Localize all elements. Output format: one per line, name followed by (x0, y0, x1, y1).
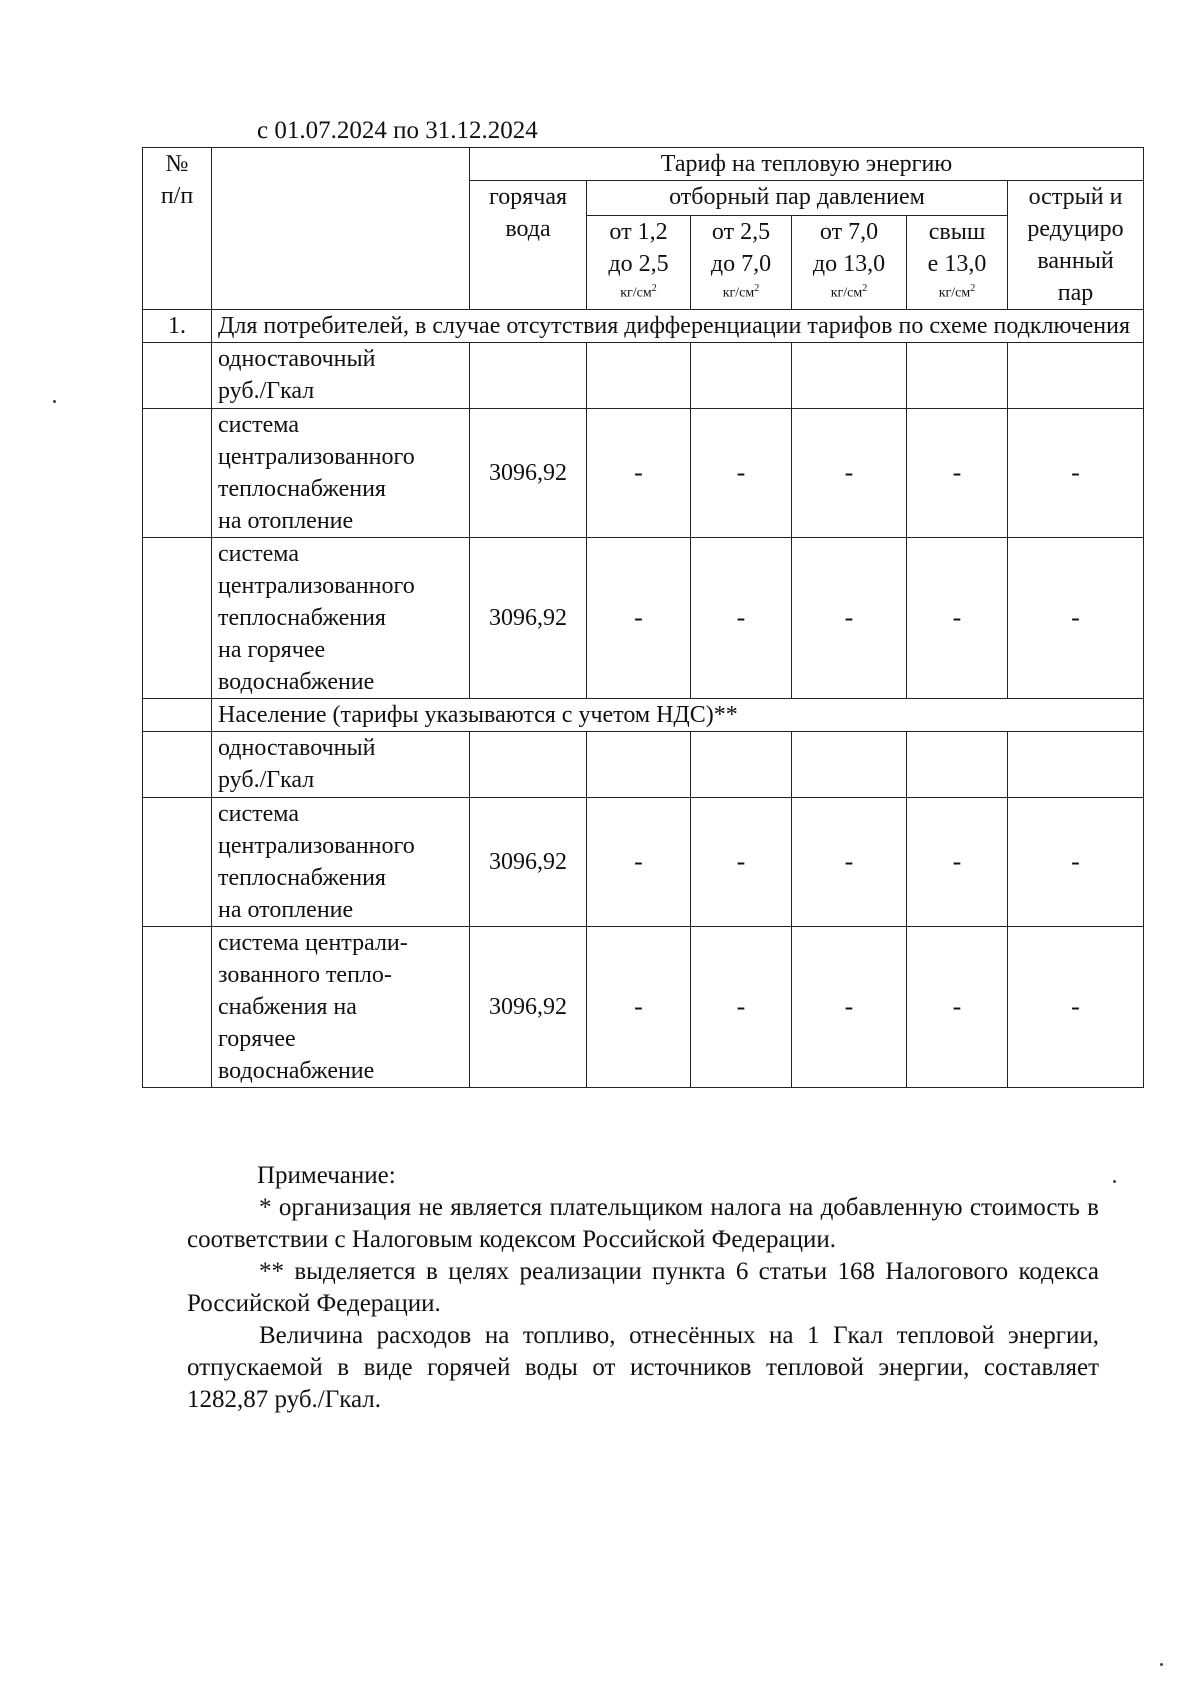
label-line: снабжения на (218, 994, 357, 1020)
dash-cell: - (1008, 538, 1144, 699)
label-line: теплоснабжения (218, 865, 386, 891)
value-cell: 3096,92 (470, 927, 587, 1088)
label-line: на отопление (218, 508, 354, 534)
label-line: на отопление (218, 897, 354, 923)
population-title: Население (тарифы указываются с учетом НДС)** (212, 699, 1144, 732)
empty-cell (1008, 732, 1144, 798)
label-line: зованного тепло- (218, 962, 392, 988)
dash-cell: - (587, 538, 691, 699)
dash-cell: - (587, 409, 691, 538)
header-pressure-4 (907, 216, 1008, 310)
dash-cell: - (691, 538, 792, 699)
dash-cell: - (792, 409, 907, 538)
p4-line2: е 13,0 (927, 251, 987, 278)
header-pressure-2 (691, 216, 792, 310)
dash-cell: - (1008, 927, 1144, 1088)
label-line: водоснабжение (218, 1058, 375, 1084)
section1-row (143, 310, 1144, 343)
empty-cell (143, 732, 212, 798)
value-cell: 3096,92 (470, 798, 587, 927)
label-line: одноставочный (218, 346, 376, 372)
p3-line2: до 13,0 (812, 251, 886, 278)
p4-unit: $кг/см^2$ (938, 283, 976, 301)
row-label (212, 927, 470, 1088)
p1-line2: до 2,5 (608, 251, 669, 278)
table-row (143, 927, 1144, 1088)
row-label (212, 798, 470, 927)
header-sharp-line3: ванный (1037, 248, 1114, 274)
p2-unit: $кг/см^2$ (722, 283, 760, 301)
dash-cell: - (792, 798, 907, 927)
tariff-table (142, 147, 1144, 1088)
label-line: система (218, 541, 299, 567)
header-num-cell (143, 148, 212, 310)
p1-line1: от 1,2 (609, 219, 668, 246)
label-line: централизованного (218, 833, 415, 859)
dash-cell: - (587, 798, 691, 927)
p1-unit: $кг/см^2$ (620, 283, 657, 301)
scan-speck (1113, 1180, 1116, 1183)
empty-cell (792, 732, 907, 798)
label-line: на горячее (218, 637, 326, 663)
dash-cell: - (1008, 409, 1144, 538)
label-line: руб./Гкал (218, 378, 315, 404)
dash-cell: - (907, 409, 1008, 538)
empty-cell (691, 732, 792, 798)
header-row-1 (143, 148, 1144, 181)
section1-title: Для потребителей, в случае отсутствия дифференциации тарифов по схеме подключения (212, 310, 1144, 343)
header-sharp-line1: острый и (1028, 184, 1123, 210)
header-sharp-line4: пар (1057, 280, 1094, 306)
header-sharp-line2: редуциро (1027, 216, 1124, 242)
empty-cell (470, 343, 587, 409)
empty-cell (907, 343, 1008, 409)
empty-cell (587, 343, 691, 409)
dash-cell: - (691, 927, 792, 1088)
dash-cell: - (792, 538, 907, 699)
dash-cell: - (587, 927, 691, 1088)
empty-cell (143, 409, 212, 538)
table-row (143, 343, 1144, 409)
note-1: * организация не является плательщиком налога на добавленную стоимость в соответствии с Налоговым кодексом Российской Федерации. (187, 1194, 1099, 1253)
header-hot-water-line1: горячая (488, 184, 568, 210)
empty-cell (470, 732, 587, 798)
empty-cell (143, 343, 212, 409)
row-label (212, 343, 470, 409)
dash-cell: - (691, 798, 792, 927)
dash-cell: - (907, 798, 1008, 927)
label-line: водоснабжение (218, 669, 375, 695)
label-line: централизованного (218, 444, 415, 470)
header-num2: п/п (160, 183, 194, 209)
empty-cell (587, 732, 691, 798)
header-hot-water (470, 181, 587, 310)
row-label (212, 538, 470, 699)
notes-title: Примечание: (257, 1162, 396, 1189)
population-row (143, 699, 1144, 732)
label-line: система (218, 412, 299, 438)
header-empty-cell (212, 148, 470, 310)
header-hot-water-line2: вода (505, 216, 551, 242)
empty-cell (143, 798, 212, 927)
dash-cell: - (792, 927, 907, 1088)
empty-cell (792, 343, 907, 409)
value-cell: 3096,92 (470, 409, 587, 538)
empty-cell (1008, 343, 1144, 409)
p2-line2: до 7,0 (710, 251, 772, 278)
dash-cell: - (691, 409, 792, 538)
empty-cell (143, 699, 212, 732)
table-row (143, 732, 1144, 798)
label-line: теплоснабжения (218, 476, 386, 502)
table-row (143, 538, 1144, 699)
note-2: ** выделяется в целях реализации пункта 6 статьи 168 Налогового кодекса Российской Федерации. (187, 1258, 1099, 1317)
label-line: горячее (218, 1026, 296, 1052)
row-label (212, 732, 470, 798)
label-line: централизованного (218, 573, 415, 599)
p4-line1: свыш (928, 219, 986, 246)
note-3: Величина расходов на топливо, отнесённых на 1 Гкал тепловой энергии, отпускаемой в виде горячей воды от источников тепловой энергии, составляет 1282,87 руб./Гкал. (187, 1322, 1099, 1413)
empty-cell (691, 343, 792, 409)
header-num: № (165, 151, 189, 177)
empty-cell (143, 538, 212, 699)
dash-cell: - (907, 927, 1008, 1088)
section1-num: 1. (143, 310, 212, 343)
header-tariff: Тариф на тепловую энергию (470, 148, 1144, 181)
label-line: руб./Гкал (218, 767, 315, 793)
label-line: теплоснабжения (218, 605, 386, 631)
label-line: система (218, 801, 299, 827)
scan-speck (1160, 1663, 1163, 1666)
dash-cell: - (907, 538, 1008, 699)
p2-line1: от 2,5 (711, 219, 771, 246)
table-row (143, 409, 1144, 538)
header-pressure-1 (587, 216, 691, 310)
header-sharp-steam (1008, 181, 1144, 310)
p3-line1: от 7,0 (819, 219, 879, 246)
table-row (143, 798, 1144, 927)
notes-block (187, 1160, 1099, 1416)
label-line: система централи- (218, 930, 408, 956)
p3-unit: $кг/см^2$ (830, 283, 868, 301)
header-pressure-3 (792, 216, 907, 310)
label-line: одноставочный (218, 735, 376, 761)
header-steam: отборный пар давлением (587, 181, 1008, 216)
scan-speck (53, 400, 56, 403)
row-label (212, 409, 470, 538)
dash-cell: - (1008, 798, 1144, 927)
value-cell: 3096,92 (470, 538, 587, 699)
empty-cell (907, 732, 1008, 798)
period-label: с 01.07.2024 по 31.12.2024 (257, 117, 538, 144)
empty-cell (143, 927, 212, 1088)
